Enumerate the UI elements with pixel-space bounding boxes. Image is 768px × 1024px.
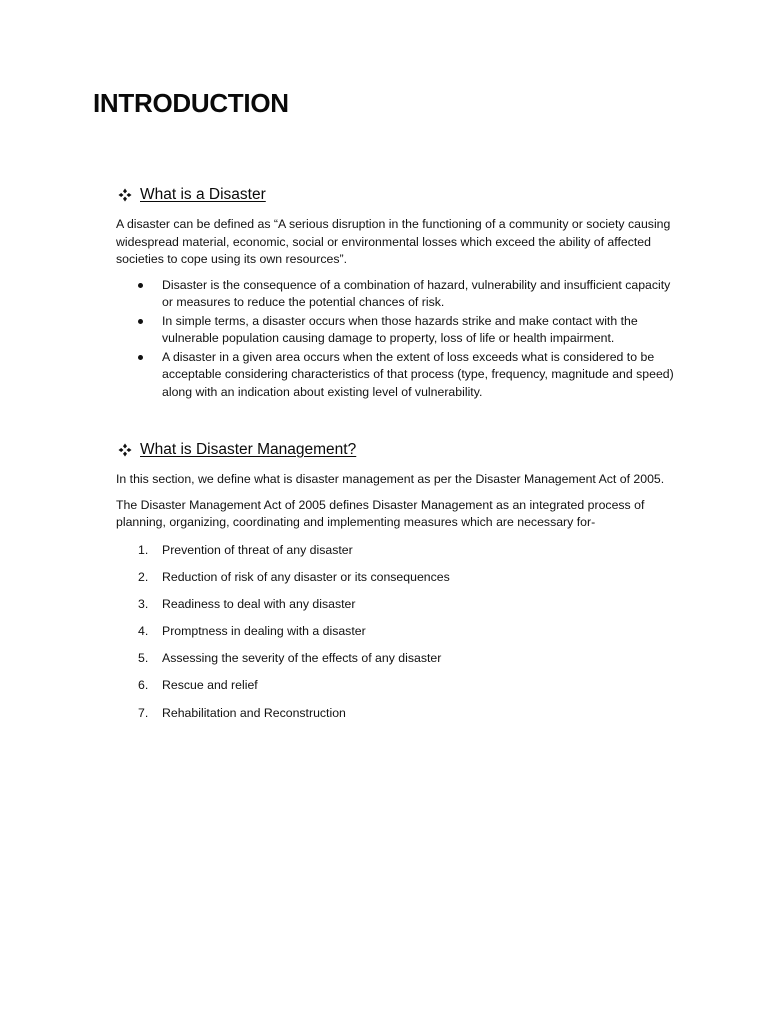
list-item: [116, 623, 676, 641]
list-item: [116, 650, 676, 668]
list-item-text: Rescue and relief: [162, 678, 258, 693]
section-heading-text: What is a Disaster: [140, 186, 266, 203]
intro-paragraph: In this section, we define what is disaster management as per the Disaster Management Act of 2005.: [116, 472, 665, 486]
bullet-icon: [138, 319, 143, 324]
list-number: 6.: [138, 678, 149, 693]
list-number: 7.: [138, 705, 149, 720]
list-item-text: Reduction of risk of any disaster or its consequences: [162, 569, 450, 584]
section-heading-text: What is Disaster Management?: [140, 441, 357, 458]
list-item-text: Disaster is the consequence of a combination of hazard, vulnerability and insufficient capacity or measures to reduce the potential chances of risk.: [162, 277, 671, 309]
list-item: [116, 677, 676, 695]
list-item: [116, 542, 676, 560]
act-definition-paragraph: The Disaster Management Act of 2005 defines Disaster Management as an integrated process of planning, organizing, coordinating and implementing measures which are necessary for-: [116, 497, 645, 529]
list-item-text: Prevention of threat of any disaster: [162, 542, 353, 557]
list-number: 2.: [138, 569, 149, 584]
section-heading: [116, 183, 676, 207]
page-title: INTRODUCTION: [93, 88, 289, 118]
bullet-icon: [138, 355, 143, 360]
section-what-is-disaster: [116, 183, 676, 402]
list-item-text: Assessing the severity of the effects of any disaster: [162, 651, 442, 666]
section-heading: [116, 438, 676, 462]
list-item-text: A disaster in a given area occurs when the extent of loss exceeds what is considered to be acceptable considering characteristics of that process (type, frequency, magnitude and speed) along with an indication about existing level of vulnerability.: [162, 349, 674, 399]
list-item-text: Promptness in dealing with a disaster: [162, 624, 366, 639]
list-number: 3.: [138, 596, 149, 611]
bullet-icon: [138, 283, 143, 288]
list-item-text: In simple terms, a disaster occurs when those hazards strike and make contact with the vulnerable population causing damage to property, loss of life or health impairment.: [162, 313, 638, 345]
list-item: [116, 349, 676, 402]
diamond-bullet-icon: [118, 188, 132, 202]
list-item: [116, 277, 676, 312]
list-item-text: Rehabilitation and Reconstruction: [162, 705, 346, 720]
list-number: 1.: [138, 542, 149, 557]
list-item: [116, 313, 676, 348]
definition-paragraph: A disaster can be defined as “A serious disruption in the functioning of a community or society causing widespread material, economic, social or environmental losses which exceed the ability of affected societies to cope using its own resources”.: [116, 217, 671, 266]
list-number: 4.: [138, 624, 149, 639]
diamond-bullet-icon: [118, 443, 132, 457]
bullet-list: [116, 277, 676, 402]
section-what-is-disaster-management: [116, 438, 676, 732]
list-item: [116, 569, 676, 587]
list-item: [116, 596, 676, 614]
list-item: [116, 705, 676, 723]
numbered-list: [116, 542, 676, 723]
list-item-text: Readiness to deal with any disaster: [162, 596, 356, 611]
list-number: 5.: [138, 651, 149, 666]
